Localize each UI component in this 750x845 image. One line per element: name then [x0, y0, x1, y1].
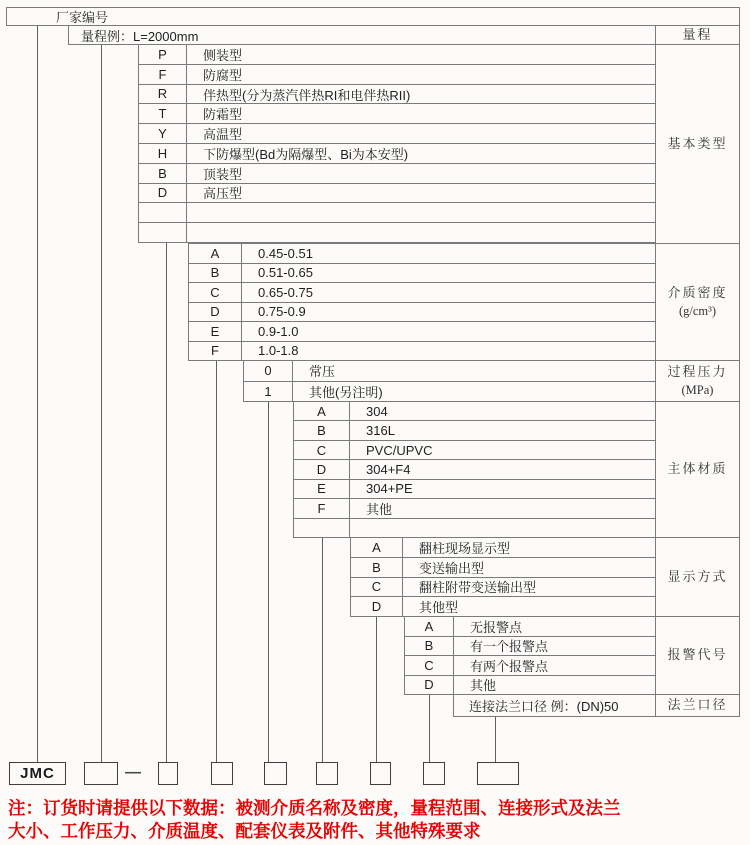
row-code: B — [294, 421, 350, 439]
row-desc — [350, 519, 655, 537]
row-desc: 其他 — [470, 678, 497, 694]
table-row — [139, 64, 655, 84]
row-code: D — [405, 676, 454, 695]
row-code: C — [189, 283, 242, 302]
order-note-line-1: 注：订货时请提供以下数据：被测介质名称及密度，量程范围、连接形式及法兰 — [8, 798, 621, 818]
density-unit: (g/cm³) — [678, 304, 717, 319]
row-desc: 0.45-0.51 — [258, 245, 313, 261]
row-desc: 0.9-1.0 — [258, 323, 299, 339]
row-code: A — [405, 617, 454, 636]
row-desc: 有两个报警点 — [470, 658, 549, 674]
row-desc: 304+F4 — [366, 461, 411, 477]
row-code: F — [189, 342, 242, 361]
row-code: D — [351, 597, 403, 616]
table-row — [405, 617, 655, 636]
table-row — [294, 420, 655, 439]
table-row — [139, 45, 655, 64]
code-box-range — [84, 762, 118, 785]
row-desc: 无报警点 — [470, 619, 523, 635]
code-box-pressure — [264, 762, 287, 785]
table-row — [351, 577, 655, 597]
row-desc: 变送输出型 — [419, 560, 485, 576]
section-label-basic-type: 基本类型 — [655, 44, 740, 244]
row-code: A — [189, 244, 242, 263]
row-desc: 304 — [366, 403, 388, 419]
row-code: B — [139, 164, 187, 183]
row-desc: 防霜型 — [203, 107, 243, 123]
row-code: B — [189, 264, 242, 283]
row-code: D — [294, 460, 350, 478]
section-label-range: 量程 — [655, 25, 740, 45]
table-row — [189, 244, 655, 263]
row-code: C — [351, 578, 403, 597]
row-desc: 304+PE — [366, 481, 413, 497]
row-desc: 高压型 — [203, 186, 243, 202]
table-row — [405, 636, 655, 656]
model-prefix: JMC — [20, 765, 55, 782]
row-desc: 其他(另注明) — [309, 384, 383, 400]
row-desc: 顶装型 — [203, 166, 243, 182]
row-desc: 0.75-0.9 — [258, 304, 306, 320]
row-code: D — [139, 184, 187, 203]
row-desc: 伴热型(分为蒸汽伴热RI和电伴热RII) — [203, 87, 411, 103]
row-desc: PVC/UPVC — [366, 442, 433, 458]
basic-type-table — [138, 44, 656, 243]
row-desc: 下防爆型(Bd为隔爆型、Bi为本安型) — [203, 146, 409, 162]
table-row — [244, 361, 655, 381]
row-code — [139, 223, 187, 242]
table-row — [139, 163, 655, 183]
display-mode-table — [350, 537, 656, 617]
row-code: C — [405, 656, 454, 675]
pressure-table — [243, 360, 656, 402]
row-code: 0 — [244, 361, 293, 381]
table-row — [351, 557, 655, 577]
code-box-basic — [158, 762, 178, 785]
row-code: A — [351, 538, 403, 557]
section-label-material: 主体材质 — [655, 401, 740, 538]
connector-flange — [495, 717, 496, 762]
section-label-display: 显示方式 — [655, 537, 740, 617]
model-prefix-box — [9, 762, 66, 785]
connector-basic — [166, 243, 167, 762]
flange-row — [453, 694, 656, 717]
row-desc: 1.0-1.8 — [258, 343, 299, 359]
range-row — [68, 25, 656, 45]
table-row — [189, 321, 655, 341]
table-row — [189, 263, 655, 283]
row-code: B — [351, 558, 403, 577]
row-code: 1 — [244, 382, 293, 402]
connector-range — [101, 45, 102, 762]
row-desc: 其他 — [366, 501, 393, 517]
table-row — [294, 402, 655, 420]
connector-display — [376, 617, 377, 762]
table-row — [189, 282, 655, 302]
table-row — [294, 440, 655, 459]
connector-factory — [37, 26, 38, 762]
row-code: P — [139, 45, 187, 64]
row-desc: 翻柱附带变送输出型 — [419, 580, 537, 596]
factory-number-label: 厂家编号 — [56, 10, 109, 25]
table-row — [294, 479, 655, 498]
row-code: C — [294, 441, 350, 459]
row-code: A — [294, 402, 350, 420]
row-desc: 防腐型 — [203, 67, 243, 83]
row-code: E — [294, 480, 350, 498]
row-code — [294, 519, 350, 537]
row-code: E — [189, 322, 242, 341]
table-row — [139, 222, 655, 242]
table-row — [189, 341, 655, 361]
row-code: Y — [139, 124, 187, 143]
row-desc: 高温型 — [203, 127, 243, 143]
factory-number-row — [6, 7, 740, 26]
row-desc: 翻柱现场显示型 — [419, 540, 511, 556]
row-code: F — [294, 499, 350, 517]
range-example-text: 量程例：L=2000mm — [81, 28, 199, 44]
pressure-unit: (MPa) — [681, 383, 714, 398]
code-box-display — [370, 762, 391, 785]
table-row — [351, 596, 655, 616]
table-row — [405, 675, 655, 695]
section-label-flange: 法兰口径 — [655, 694, 740, 717]
connector-material — [322, 538, 323, 762]
section-label-density: 介质密度 (g/cm³) — [655, 243, 740, 361]
code-box-material — [316, 762, 338, 785]
row-desc — [187, 203, 655, 222]
row-desc: 0.65-0.75 — [258, 284, 313, 300]
row-desc: 其他型 — [419, 600, 459, 616]
section-label-alarm: 报警代号 — [655, 616, 740, 695]
table-row — [139, 123, 655, 143]
code-box-density — [211, 762, 233, 785]
table-row — [294, 518, 655, 537]
row-desc: 有一个报警点 — [470, 639, 549, 655]
row-code: T — [139, 104, 187, 123]
row-code — [139, 203, 187, 222]
table-row — [294, 498, 655, 517]
connector-pressure — [268, 402, 269, 762]
material-table — [293, 401, 656, 538]
table-row — [351, 538, 655, 557]
row-code: D — [189, 303, 242, 322]
code-box-alarm — [423, 762, 445, 785]
table-row — [405, 655, 655, 675]
connector-density — [216, 361, 217, 762]
row-code: B — [405, 637, 454, 656]
table-row — [294, 459, 655, 478]
table-row — [139, 202, 655, 222]
order-note-line-2: 大小、工作压力、介质温度、配套仪表及附件、其他特殊要求 — [8, 821, 481, 841]
row-code: R — [139, 85, 187, 104]
row-desc: 侧装型 — [203, 47, 243, 63]
flange-text: 连接法兰口径 例：(DN)50 — [469, 699, 619, 714]
code-box-flange — [477, 762, 519, 785]
row-desc: 常压 — [309, 364, 336, 380]
row-code: F — [139, 65, 187, 84]
row-desc: 0.51-0.65 — [258, 265, 313, 281]
section-label-pressure: 过程压力 (MPa) — [655, 360, 740, 402]
row-code: H — [139, 144, 187, 163]
code-separator: — — [125, 764, 141, 781]
table-row — [244, 381, 655, 402]
connector-alarm — [429, 695, 430, 762]
alarm-table — [404, 616, 656, 695]
table-row — [189, 302, 655, 322]
row-desc — [187, 223, 655, 242]
row-desc: 316L — [366, 423, 395, 439]
density-table — [188, 243, 656, 361]
table-row — [139, 143, 655, 163]
table-row — [139, 84, 655, 104]
table-row — [139, 183, 655, 203]
table-row — [139, 103, 655, 123]
